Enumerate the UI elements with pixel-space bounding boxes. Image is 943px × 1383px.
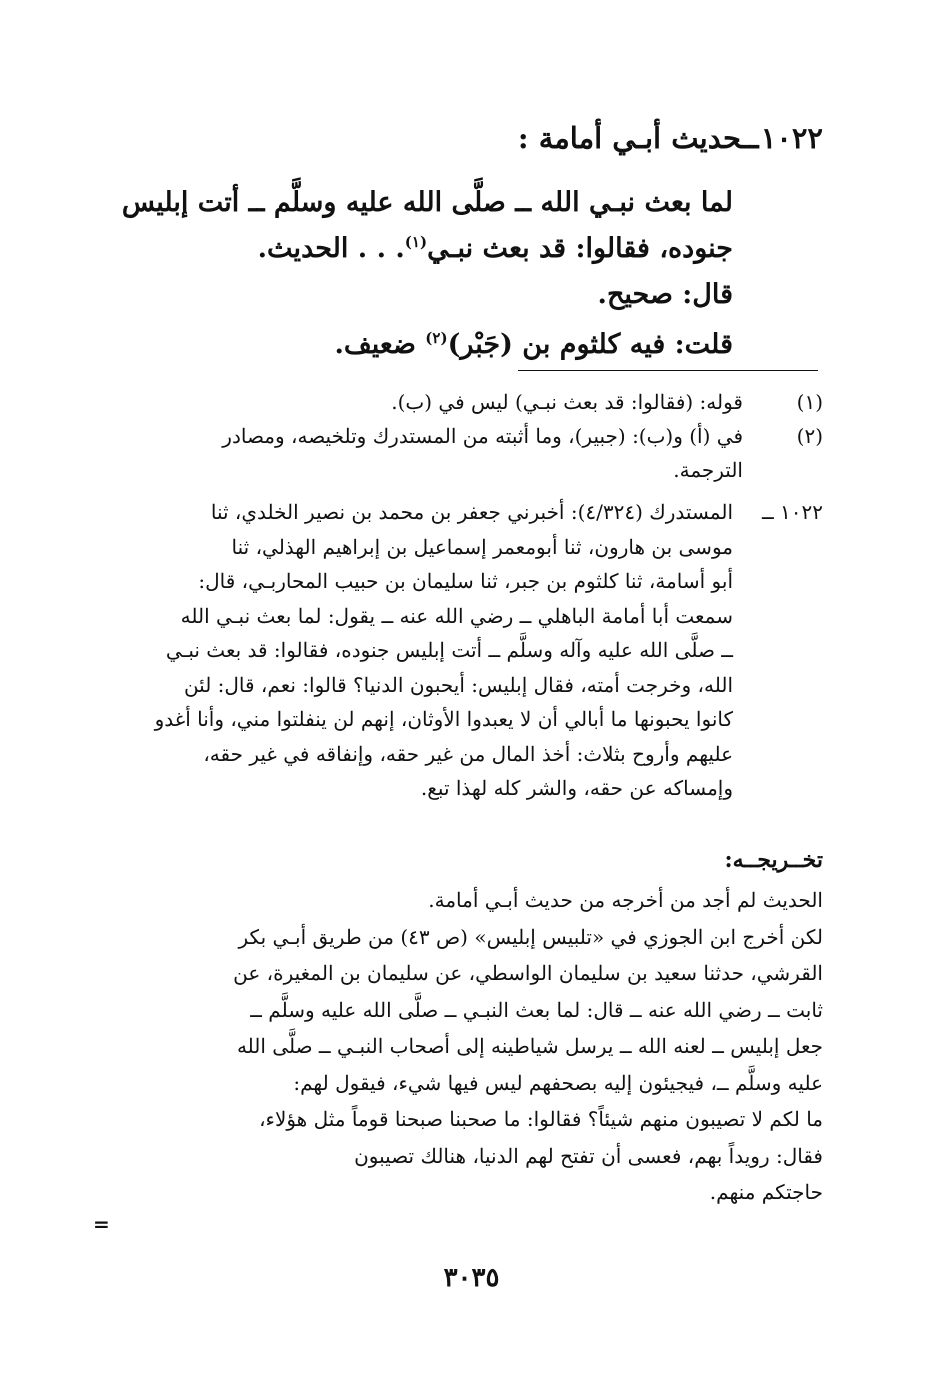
footnote-ref-1: (١) xyxy=(404,233,428,251)
hadith-line-2 xyxy=(133,226,733,272)
hadith-text xyxy=(121,180,733,368)
footnote-line: في (أ) و(ب): (جبير)، وما أثبته من المستدرك وتلخيصه، ومصادر xyxy=(222,424,743,448)
takhrij-line: فقال: رويداً بهم، فعسى أن تفتح لهم الدنيا، هنالك تصيبون xyxy=(354,1143,823,1168)
hadith-number: ١٠٢٢ xyxy=(760,121,823,155)
footnote-ref-2: (٢) xyxy=(425,329,448,347)
source-line: ــ صلَّى الله عليه وآله وسلَّم ــ أتت إبليس جنوده، فقالوا: قد بعث نبـي xyxy=(165,638,733,662)
footnote-line: الترجمة. xyxy=(673,458,743,482)
source-line: وإمساكه عن حقه، والشر كله لهذا تبع. xyxy=(420,776,733,800)
heading-dash: ــ xyxy=(741,121,759,155)
footnote-number: (٢) xyxy=(796,424,823,448)
source-line: سمعت أبا أمامة الباهلي ــ رضي الله عنه ــ يقول: لما بعث نبـي الله xyxy=(180,603,733,628)
footnote-text xyxy=(123,385,743,419)
hadith-heading xyxy=(123,118,823,158)
source-line: عليهم وأروح بثلاث: أخذ المال من غير حقه، وإنفاقه في غير حقه، xyxy=(203,741,733,766)
hadith-line-2-tail: . . . الحديث. xyxy=(257,233,405,264)
takhrij-line: ما لكم لا تصيبون منهم شيئاً؟ فقالوا: ما صحبنا صبحنا قوماً مثل هؤلاء، xyxy=(259,1107,823,1131)
footnote-1 xyxy=(123,385,823,419)
takhrij-line: القرشي، حدثنا سعيد بن سليمان الواسطي، عن سليمان بن المغيرة، عن xyxy=(233,961,823,985)
hadith-line-1: لما بعث نبـي الله ــ صلَّى الله عليه وسلَّم ــ أتت إبليس xyxy=(121,187,733,218)
takhrij-line: لكن أخرج ابن الجوزي في «تلبيس إبليس» (ص ٤٣) من طريق أبـي بكر xyxy=(238,924,823,949)
hadith-line-2-text: جنوده، فقالوا: قد بعث نبـي xyxy=(427,233,733,264)
takhrij-source-text xyxy=(123,495,733,806)
footnote-2 xyxy=(123,419,823,487)
takhrij-heading: تخــريجــه: xyxy=(724,847,823,873)
hakim-verdict: قال: صحيح. xyxy=(597,279,733,310)
page-number: ٣٠٣٥ xyxy=(443,1263,500,1293)
takhrij-line: ثابت ــ رضي الله عنه ــ قال: لما بعث النبـي ــ صلَّى الله عليه وسلَّم ــ xyxy=(250,997,823,1022)
source-line: كانوا يحبونها ما أبالي أن لا يعبدوا الأوثان، إنهم لن ينفلتوا مني، وأنا أغدو xyxy=(154,707,733,731)
continuation-mark: = xyxy=(93,1212,110,1236)
takhrij-line: جعل إبليس ــ لعنه الله ــ يرسل شياطينه إلى أصحاب النبـي ــ صلَّى الله xyxy=(236,1034,823,1058)
author-comment-text: قلت: فيه كلثوم بن (جَبْر) xyxy=(447,329,733,360)
takhrij-line: حاجتكم منهم. xyxy=(709,1180,823,1204)
source-line: أبو أسامة، ثنا كلثوم بن جبر، ثنا سليمان بن حبيب المحاربـي، قال: xyxy=(198,569,733,593)
source-line: الله، وخرجت أمته، فقال إبليس: أيحبون الدنيا؟ قالوا: نعم، قال: لئن xyxy=(183,672,733,697)
takhrij-number: ١٠٢٢ ــ xyxy=(761,500,823,524)
hadith-title: حديث أبـي أمامة : xyxy=(517,121,742,155)
source-line: المستدرك (٤/٣٢٤): أخبرني جعفر بن محمد بن نصير الخلدي، ثنا xyxy=(210,500,733,524)
source-line: موسى بن هارون، ثنا أبومعمر إسماعيل بن إبراهيم الهذلي، ثنا xyxy=(231,534,733,559)
author-comment-tail: ضعيف. xyxy=(334,329,426,360)
takhrij-body xyxy=(123,882,823,1211)
footnote-line: قوله: (فقالوا: قد بعث نبـي) ليس في (ب). xyxy=(391,390,743,414)
footnotes xyxy=(123,385,823,487)
takhrij-source-block xyxy=(123,495,823,806)
footnote-text xyxy=(123,419,743,487)
footnote-separator xyxy=(518,370,818,371)
footnote-number: (١) xyxy=(796,390,823,414)
author-comment xyxy=(133,322,733,368)
takhrij-line: الحديث لم أجد من أخرجه من حديث أبـي أمامة. xyxy=(428,888,823,912)
takhrij-line: عليه وسلَّم ــ، فيجيئون إليه بصحفهم ليس فيها شيء، فيقول لهم: xyxy=(293,1070,823,1095)
